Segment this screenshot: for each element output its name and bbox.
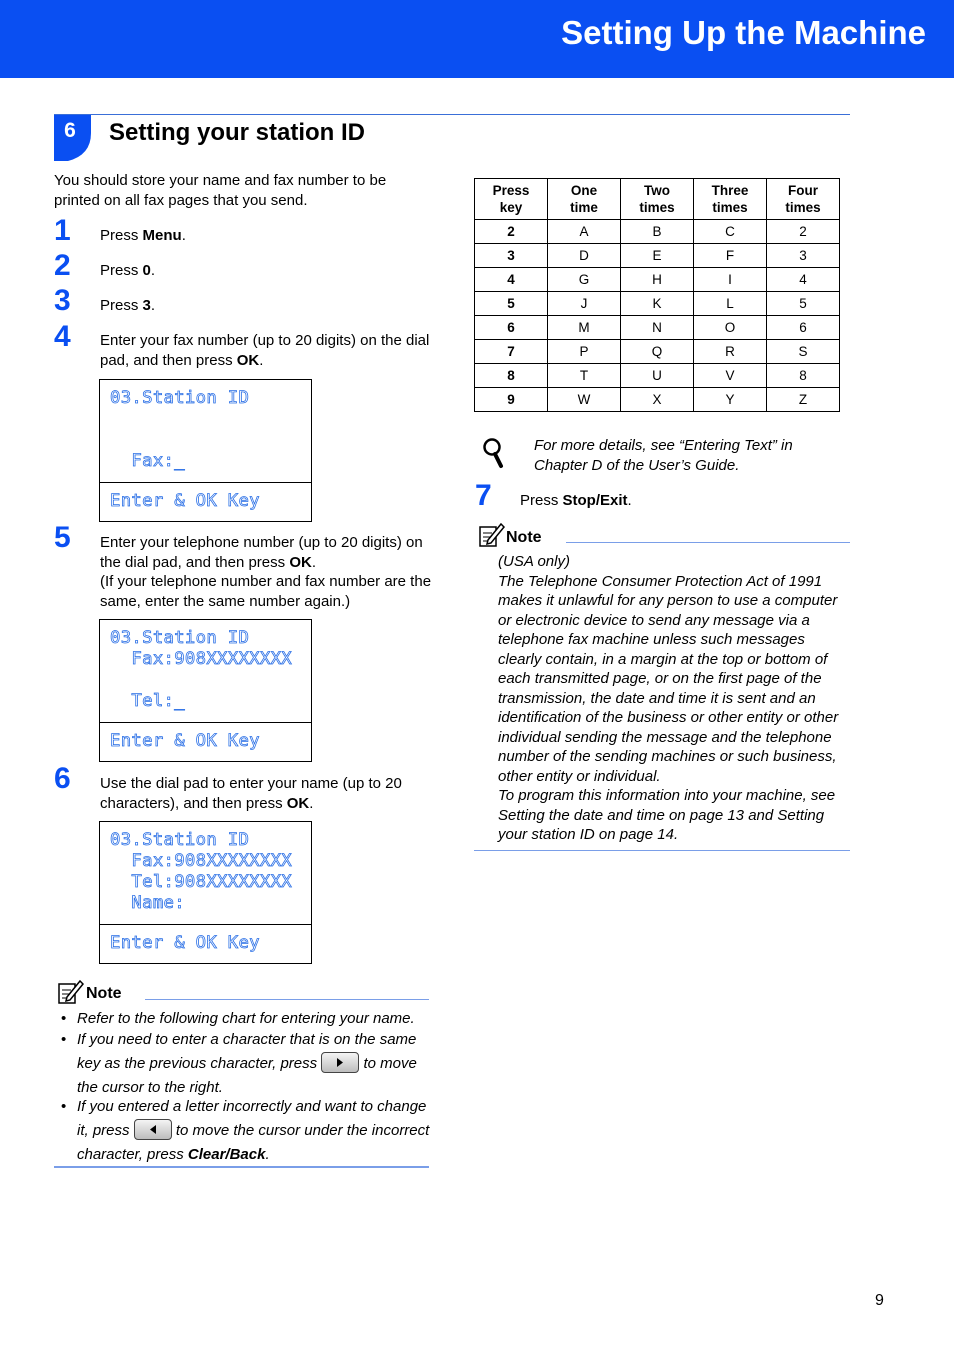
lcd-prompt: Enter & OK Key [110,933,260,953]
cell: Z [767,388,840,412]
cell: F [694,244,767,268]
cell: S [767,340,840,364]
step-2-number: 2 [54,249,71,282]
step-7-text: Press Stop/Exit. [520,492,632,509]
note-icon [477,522,505,548]
step-4-text: Enter your fax number (up to 20 digits) on the dial pad, and then press OK. [100,332,430,369]
lcd-line-2: Fax:908XXXXXXXX [110,851,292,871]
cell: Q [621,340,694,364]
note-usa-heading: (USA only) [498,553,570,570]
note-icon [56,979,84,1005]
cell: P [548,340,621,364]
note-rule [566,542,850,543]
cell: 5 [767,292,840,316]
note-bullet-3: • If you entered a letter incorrectly and want to change it, press to move the cursor under the incorrect character, press Clear/Back. [61,1098,430,1163]
col-press-key: Press key [475,179,548,220]
cell: 6 [475,316,548,340]
table-header-row [475,179,840,220]
section-number: 6 [64,119,76,142]
step-2-text: Press 0. [100,262,156,279]
cell: 8 [475,364,548,388]
left-arrow-key-icon [134,1119,172,1140]
cell: 2 [475,220,548,244]
lcd-line-3: Tel:908XXXXXXXX [110,872,292,892]
lcd-display-name [99,821,312,964]
note-tcpa-text: The Telephone Consumer Protection Act of 1991 makes it unlawful for any person to use a computer or electronic device to send any message via a telephone fax machine unless such messages clearly contain, in a margin at the top or bottom of each transmitted page, or on the first page of the transmission, the date and time it is sent and an identification of the business or other entity or other individual sending the message and the telephone number of the sending machines or such business, other entity or individual. [498,572,839,785]
note-rule [145,999,429,1000]
cell: E [621,244,694,268]
tip-text: For more details, see “Entering Text” in Chapter D of the User’s Guide. [534,437,793,474]
page-number: 9 [875,1292,884,1309]
step-3-number: 3 [54,284,71,317]
step-6-text: Use the dial pad to enter your name (up to 20 characters), and then press OK. [100,775,402,812]
table-row [475,388,840,412]
table-row [475,316,840,340]
cell: J [548,292,621,316]
step-7-number: 7 [475,479,492,512]
cell: N [621,316,694,340]
step-5-text: Enter your telephone number (up to 20 digits) on the dial pad, and then press OK. (If your telephone number and fax number are the same, enter the same number again.) [100,534,432,610]
cell: U [621,364,694,388]
header-title: Setting Up the Machine [561,14,926,51]
lcd-line-4: Name: [110,893,185,913]
cell: 7 [475,340,548,364]
lcd-display-fax [99,379,312,522]
section-rule [54,114,850,115]
note-program-text: To program this information into your machine, see Setting the date and time on page 13 and Setting your station ID on page 14. [498,787,836,843]
step-4-number: 4 [54,320,71,353]
cell: H [621,268,694,292]
section-title: Setting your station ID [109,119,366,146]
col-one-time: One time [548,179,621,220]
cell: 2 [767,220,840,244]
lcd-prompt: Enter & OK Key [110,731,260,751]
note-title: Note [86,985,122,1002]
cell: L [694,292,767,316]
table-row [475,268,840,292]
step-1-text: Press Menu. [100,227,186,244]
step-6-number: 6 [54,762,71,795]
step-3-text: Press 3. [100,297,156,314]
lcd-line-4: Fax:_ [110,451,185,471]
cell: 5 [475,292,548,316]
step-5-number: 5 [54,521,71,554]
step-1-number: 1 [54,214,71,247]
note-end-rule [474,850,850,851]
table-row [475,340,840,364]
lcd-prompt: Enter & OK Key [110,491,260,511]
cell: V [694,364,767,388]
cell: C [694,220,767,244]
col-three-times: Three times [694,179,767,220]
cell: K [621,292,694,316]
cell: A [548,220,621,244]
cell: T [548,364,621,388]
lcd-line-4: Tel:_ [110,691,185,711]
lcd-display-tel [99,619,312,762]
cell: 9 [475,388,548,412]
character-table [474,178,840,412]
lcd-line-1: 03.Station ID [110,388,250,408]
cell: 3 [767,244,840,268]
note-bullet-1: • Refer to the following chart for entering your name. [61,1010,415,1027]
cell: X [621,388,694,412]
table-row [475,220,840,244]
lcd-line-2: Fax:908XXXXXXXX [110,649,292,669]
right-arrow-key-icon [321,1052,359,1073]
cell: 8 [767,364,840,388]
table-row [475,364,840,388]
cell: 3 [475,244,548,268]
cell: D [548,244,621,268]
table-row [475,292,840,316]
lcd-line-1: 03.Station ID [110,830,250,850]
intro-text: You should store your name and fax number to be printed on all fax pages that you send. [54,172,387,209]
cell: O [694,316,767,340]
cell: Y [694,388,767,412]
note-usa-body [498,552,850,845]
col-four-times: Four times [767,179,840,220]
cell: 4 [475,268,548,292]
lcd-line-1: 03.Station ID [110,628,250,648]
magnifier-icon [481,437,507,469]
cell: 4 [767,268,840,292]
col-two-times: Two times [621,179,694,220]
cell: G [548,268,621,292]
cell: B [621,220,694,244]
note-end-rule [54,1166,429,1168]
cell: M [548,316,621,340]
note-title: Note [506,529,542,546]
cell: I [694,268,767,292]
note-bullet-2: • If you need to enter a character that is on the same key as the previous character, press to move the cursor to the right. [61,1031,417,1096]
cell: R [694,340,767,364]
cell: W [548,388,621,412]
table-row [475,244,840,268]
cell: 6 [767,316,840,340]
